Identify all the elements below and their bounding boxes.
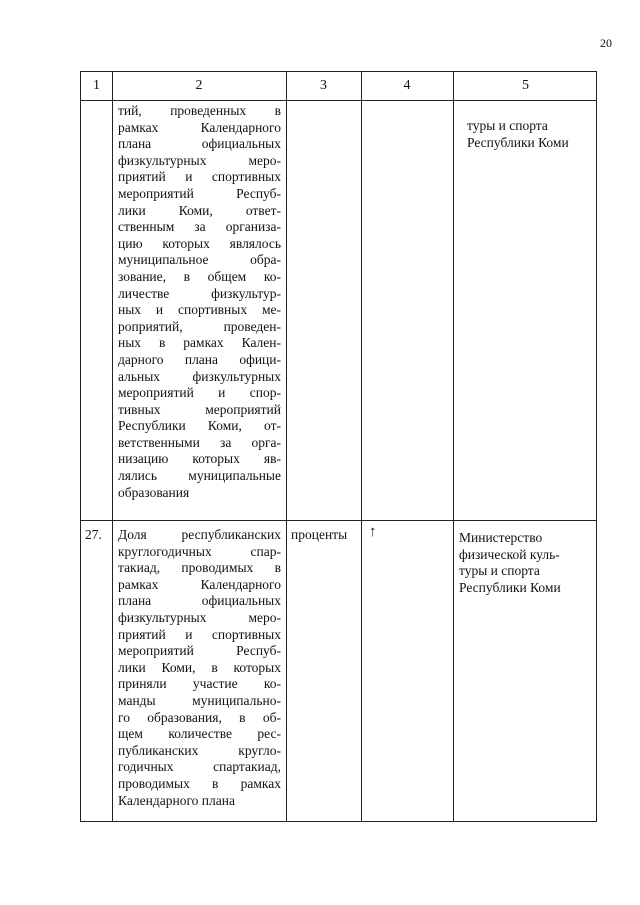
text-line: физкультурных меро- <box>118 609 281 625</box>
text-line: щем количестве рес- <box>118 726 281 742</box>
text-line: дарного плана офици- <box>118 351 281 367</box>
text-line: мероприятий и спор- <box>118 385 281 401</box>
column-divider <box>112 72 113 821</box>
up-arrow-icon: ↑ <box>369 524 377 540</box>
text-line: публиканских кругло- <box>118 742 281 758</box>
text-line: годичных спартакиад, <box>118 759 281 775</box>
text-line: приятий и спортивных <box>118 169 281 185</box>
text-line: лялись муниципальные <box>118 468 281 484</box>
column-header: 5 <box>522 78 529 93</box>
column-divider <box>453 72 454 821</box>
text-line: проводимых в рамках <box>118 775 281 791</box>
text-line: ветственными за орга- <box>118 434 281 450</box>
row-divider <box>81 520 596 521</box>
column-divider <box>286 72 287 821</box>
text-line: приняли участие ко- <box>118 676 281 692</box>
text-line: Республики Коми, от- <box>118 418 281 434</box>
text-line: ственным за организа- <box>118 219 281 235</box>
text-line: тий, проведенных в <box>118 103 281 118</box>
indicator-description <box>118 103 281 501</box>
text-line: муниципальное обра- <box>118 252 281 268</box>
text-line: плана официальных <box>118 136 281 152</box>
column-header: 4 <box>403 78 411 93</box>
column-header: 1 <box>93 78 100 93</box>
text-line: круглогодичных спар- <box>118 543 281 559</box>
text-line: физкультурных меро- <box>118 152 281 168</box>
text-line: Календарного плана <box>118 792 235 808</box>
text-line: низацию которых яв- <box>118 451 281 467</box>
text-line: рамках Календарного <box>118 119 281 135</box>
text-line: альных физкультурных <box>118 368 281 384</box>
text-line: образования <box>118 484 190 500</box>
text-line: лики Коми, в которых <box>118 659 281 675</box>
text-line: мероприятий Респуб- <box>118 185 281 201</box>
text-line: плана официальных <box>118 593 281 609</box>
text-line: манды муниципально- <box>118 692 281 708</box>
text-line: рамках Календарного <box>118 576 281 592</box>
text-line: лики Коми, ответ- <box>118 202 281 218</box>
indicator-description <box>118 527 281 809</box>
page-number: 20 <box>600 36 612 50</box>
unit-of-measure: проценты <box>291 527 348 542</box>
indicator-table <box>80 71 597 822</box>
header-divider <box>81 100 596 101</box>
row-number: 27. <box>85 527 102 542</box>
text-line: личестве физкультур- <box>118 285 281 301</box>
text-line: Республики Коми <box>459 579 561 595</box>
responsible-body <box>459 530 595 596</box>
text-line: Республики Коми <box>467 134 569 150</box>
column-header: 2 <box>195 78 203 93</box>
text-line: роприятий, проведен- <box>118 318 281 334</box>
text-line: цию которых являлось <box>118 235 281 251</box>
text-line: ных и спортивных ме- <box>118 302 281 318</box>
column-header: 3 <box>320 78 327 93</box>
text-line: мероприятий Респуб- <box>118 643 281 659</box>
text-line: Доля республиканских <box>118 527 281 542</box>
text-line: физической куль- <box>459 546 560 562</box>
text-line: го образования, в об- <box>118 709 281 725</box>
text-line: приятий и спортивных <box>118 626 281 642</box>
text-line: ных в рамках Кален- <box>118 335 281 351</box>
text-line: такиад, проводимых в <box>118 560 281 576</box>
text-line: тивных мероприятий <box>118 401 281 417</box>
text-line: зование, в общем ко- <box>118 268 281 284</box>
responsible-body <box>467 118 595 151</box>
text-line: туры и спорта <box>459 563 540 579</box>
text-line: туры и спорта <box>467 118 548 133</box>
column-divider <box>361 72 362 821</box>
text-line: Министерство <box>459 530 543 545</box>
